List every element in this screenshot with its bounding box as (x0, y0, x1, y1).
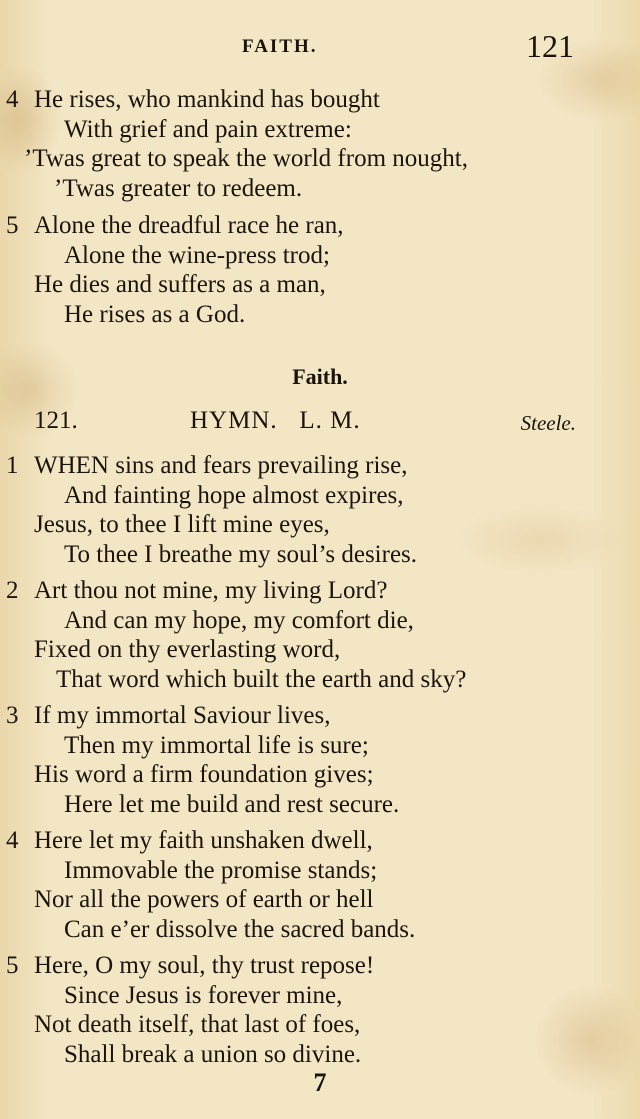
verse-line: Nor all the powers of earth or hell (34, 886, 374, 913)
verse-line: He rises as a God. (64, 300, 246, 328)
stanza-number: 4 (6, 86, 19, 113)
verse-line: That word which built the earth and sky? (56, 665, 467, 693)
stanza-number: 5 (6, 212, 19, 239)
stanza-number: 4 (6, 827, 19, 854)
hymn-meter-label: HYMN. L. M. (190, 407, 361, 434)
verse-line: Art thou not mine, my living Lord? (34, 577, 388, 604)
verse-line: Alone the wine-press trod; (64, 241, 330, 269)
verse-line: And can my hope, my comfort die, (64, 606, 414, 634)
stanza-number: 5 (6, 952, 19, 979)
verse-line: To thee I breathe my soul’s desires. (64, 540, 418, 568)
verse-line: ’Twas greater to redeem. (54, 174, 303, 202)
hymn-heading (0, 407, 640, 443)
stanza-number: 3 (6, 702, 19, 729)
hymn-stanza-4 (0, 826, 640, 944)
hymn-number: 121. (34, 407, 78, 434)
verse-line: Here, O my soul, thy trust repose! (34, 952, 375, 979)
verse-line: WHEN sins and fears prevailing rise, (34, 452, 408, 479)
stanza-number: 2 (6, 577, 19, 604)
verse-line: Here let my faith unshaken dwell, (34, 827, 373, 854)
running-title: FAITH. (242, 36, 318, 57)
verse-line: ’Twas great to speak the world from nought, (24, 145, 468, 172)
verse-line: His word a firm foundation gives; (34, 761, 374, 788)
section-title: Faith. (292, 364, 348, 389)
verse-line: With grief and pain extreme: (64, 115, 352, 143)
verse-line: If my immortal Saviour lives, (34, 702, 331, 729)
verse-line: And fainting hope almost expires, (64, 481, 404, 509)
stanza-number: 1 (6, 452, 19, 479)
verse-line: Jesus, to thee I lift mine eyes, (34, 511, 330, 538)
page-header (0, 28, 640, 68)
verse-line: Can e’er dissolve the sacred bands. (64, 915, 416, 943)
verse-line: Immovable the promise stands; (64, 856, 378, 884)
verse-line: He rises, who mankind has bought (34, 86, 380, 113)
hymn-stanza-3 (0, 701, 640, 819)
hymn-stanza-5 (0, 951, 640, 1069)
verse-line: Alone the dreadful race he ran, (34, 212, 344, 239)
verse-line: Not death itself, that last of foes, (34, 1011, 361, 1038)
previous-hymn-stanza-4 (0, 85, 640, 203)
previous-hymn-stanza-5 (0, 211, 640, 329)
verse-line: Since Jesus is forever mine, (64, 981, 343, 1009)
hymn-stanza-1 (0, 451, 640, 569)
verse-line: Here let me build and rest secure. (64, 790, 400, 818)
verse-line: Fixed on thy everlasting word, (34, 636, 341, 663)
verse-line: He dies and suffers as a man, (34, 271, 326, 298)
verse-line: Shall break a union so divine. (64, 1040, 362, 1068)
hymn-author: Steele. (520, 411, 576, 435)
hymn-stanza-2 (0, 576, 640, 694)
verse-line: Then my immortal life is sure; (64, 731, 369, 759)
page-number: 121 (526, 28, 574, 64)
signature-mark: 7 (313, 1068, 327, 1097)
